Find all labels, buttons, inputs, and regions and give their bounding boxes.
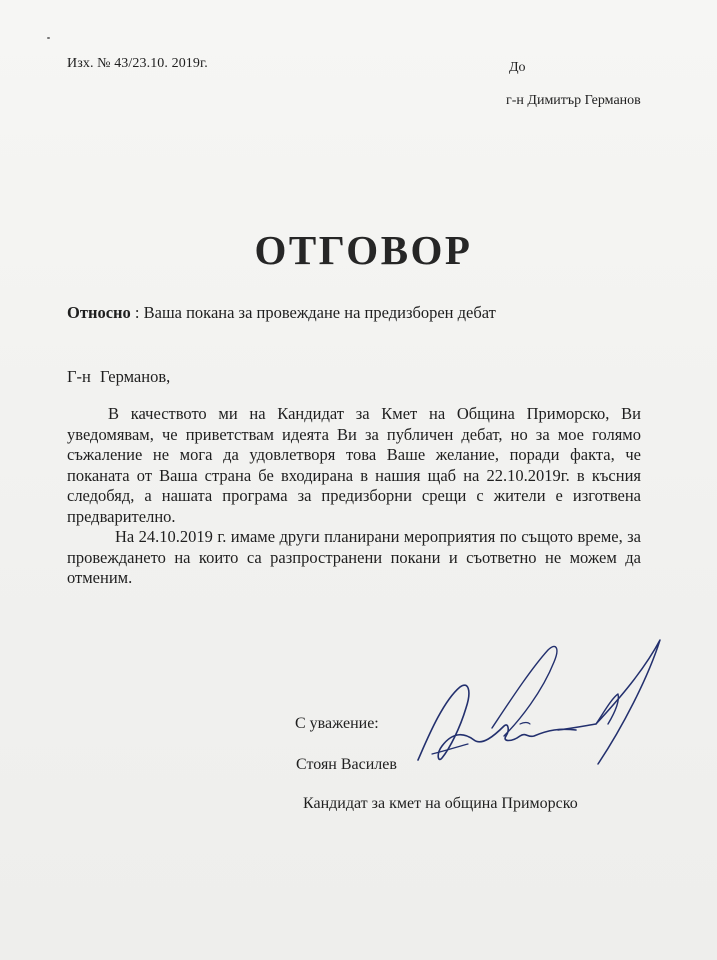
- outgoing-reference: Изх. № 43/23.10. 2019г.: [67, 56, 208, 71]
- recipient-label: До: [509, 60, 526, 75]
- body-paragraph: На 24.10.2019 г. имаме други планирани мероприятия по същото време, за провеждането на които са разпространени покани и съответно не можем да отменим.: [67, 527, 641, 587]
- letter-body: [67, 404, 641, 589]
- scan-speck: [47, 37, 50, 39]
- closing-phrase: С уважение:: [295, 715, 379, 732]
- signer-role: Кандидат за кмет на община Приморско: [303, 795, 578, 812]
- subject-label: Относно: [67, 303, 131, 322]
- salutation: Г-н Германов,: [67, 367, 171, 386]
- handwritten-signature: [408, 632, 678, 782]
- subject-text: : Ваша покана за провеждане на предизборен дебат: [130, 303, 496, 322]
- body-paragraph: В качеството ми на Кандидат за Кмет на Община Приморско, Ви уведомявам, че приветствам идеята Ви за публичен дебат, но за мое голямо съжаление не мога да удовлетворя това Ваше желание, поради факта, че поканата от Ваша страна бе входирана в нашия щаб на 22.10.2019г. в късния следобяд, а нашата програма за предизборни срещи с жители е изготвена предварително.: [67, 404, 641, 526]
- letter-title: ОТГОВОР: [254, 227, 473, 273]
- signer-name: Стоян Василев: [296, 756, 397, 773]
- recipient-name: г-н Димитър Германов: [506, 93, 641, 108]
- subject-line: [67, 303, 496, 323]
